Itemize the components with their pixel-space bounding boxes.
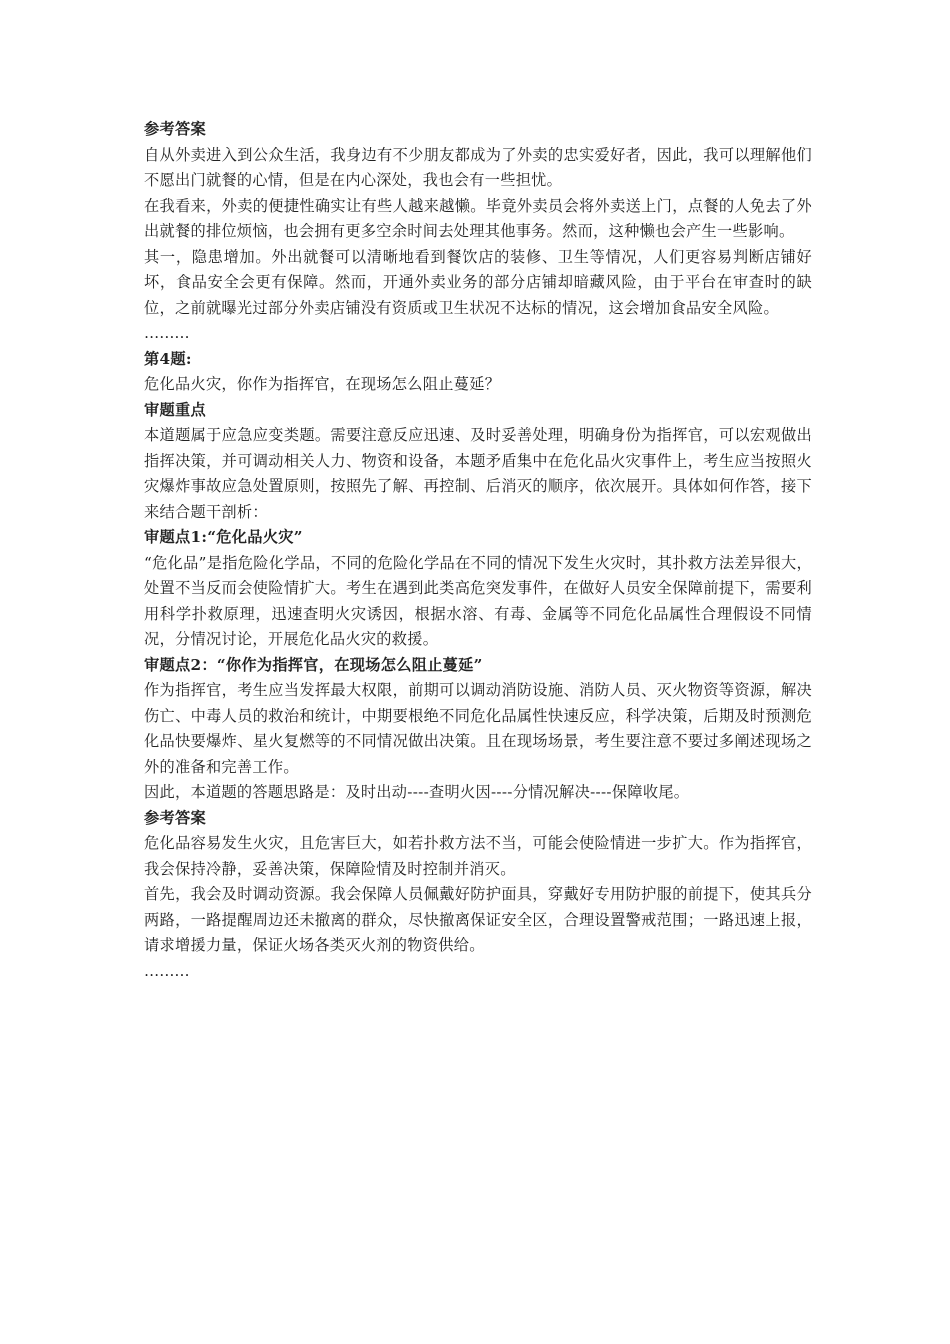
answer-paragraph-1: 自从外卖进入到公众生活，我身边有不少朋友都成为了外卖的忠实爱好者，因此，我可以理解他们不愿出门就餐的心情，但是在内心深处，我也会有一些担忧。 [144,145,812,189]
review-point-2-heading: 审题点2：“你作为指挥官，在现场怎么阻止蔓延” [144,655,483,674]
ellipsis-1: ……… [144,324,190,342]
reference-answer-heading-1: 参考答案 [144,120,206,138]
answer-paragraph-3: 其一，隐患增加。外出就餐可以清晰地看到餐饮店的装修、卫生等情况，人们更容易判断店铺好坏，食品安全会更有保障。然而，开通外卖业务的部分店铺却暗藏风险，由于平台在审查时的缺位，之前就曝光过部分外卖店铺没有资质或卫生状况不达标的情况，这会增加食品安全风险。 [144,247,812,317]
document-page [144,117,812,984]
question-4-label: 第4题: [144,349,192,368]
review-point-1-text: “危化品”是指危险化学品，不同的危险化学品在不同的情况下发生火灾时，其扑救方法差异很大，处置不当反而会使险情扩大。考生在遇到此类高危突发事件，在做好人员安全保障前提下，需要利用科学扑救原理，迅速查明火灾诱因，根据水溶、有毒、金属等不同危化品属性合理假设不同情况，分情况讨论，开展危化品火灾的救援。 [144,553,812,648]
answer-2-paragraph-1: 危化品容易发生火灾，且危害巨大，如若扑救方法不当，可能会使险情进一步扩大。作为指挥官，我会保持冷静，妥善决策，保障险情及时控制并消灭。 [144,834,812,878]
answer-approach: 因此，本道题的答题思路是：及时出动----查明火因----分情况解决----保障收尾。 [144,783,690,801]
review-focus-heading: 审题重点 [144,400,206,419]
reference-answer-heading-2: 参考答案 [144,808,206,827]
answer-2-paragraph-2: 首先，我会及时调动资源。我会保障人员佩戴好防护面具，穿戴好专用防护服的前提下，使其兵分两路，一路提醒周边还未撤离的群众，尽快撤离保证安全区，合理设置警戒范围；一路迅速上报，请求增援力量，保证火场各类灭火剂的物资供给。 [144,885,812,954]
review-point-1-heading: 审题点1:“危化品火灾” [144,528,303,546]
review-point-2-text: 作为指挥官，考生应当发挥最大权限，前期可以调动消防设施、消防人员、灭火物资等资源，解决伤亡、中毒人员的救治和统计，中期要根绝不同危化品属性快速反应，科学决策，后期及时预测危化品快要爆炸、星火复燃等的不同情况做出决策。且在现场场景，考生要注意不要过多阐述现场之外的准备和完善工作。 [144,681,812,776]
question-4-text: 危化品火灾，你作为指挥官，在现场怎么阻止蔓延？ [144,375,501,393]
review-intro-paragraph: 本道题属于应急应变类题。需要注意反应迅速、及时妥善处理，明确身份为指挥官，可以宏观做出指挥决策，并可调动相关人力、物资和设备，本题矛盾集中在危化品火灾事件上，考生应当按照火灾爆炸事故应急处置原则，按照先了解、再控制、后消灭的顺序，依次展开。具体如何作答，接下来结合题干剖析： [144,426,812,521]
answer-paragraph-2: 在我看来，外卖的便捷性确实让有些人越来越懒。毕竟外卖员会将外卖送上门，点餐的人免去了外出就餐的排位烦恼，也会拥有更多空余时间去处理其他事务。然而，这种懒也会产生一些影响。 [144,196,812,240]
ellipsis-2: ……… [144,961,190,980]
